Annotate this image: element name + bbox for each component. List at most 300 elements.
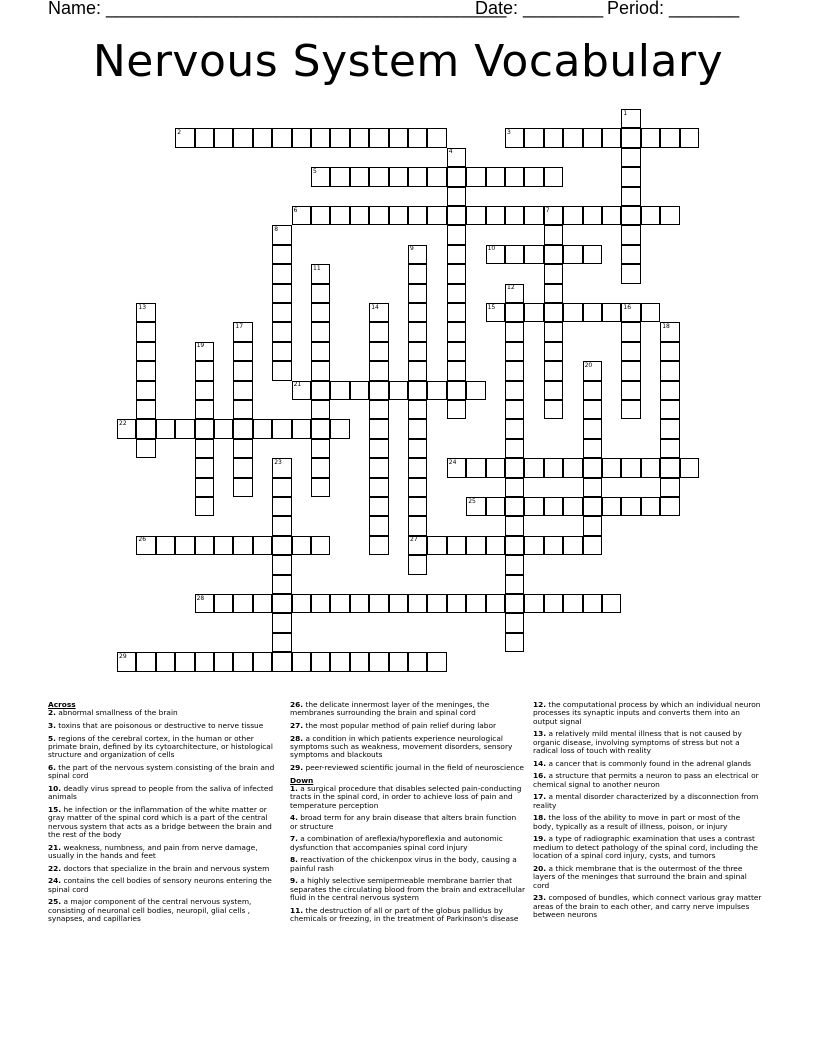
grid-cell[interactable] bbox=[621, 225, 640, 244]
grid-cell[interactable] bbox=[544, 458, 563, 477]
grid-cell[interactable] bbox=[292, 536, 311, 555]
grid-cell[interactable] bbox=[621, 187, 640, 206]
grid-cell[interactable] bbox=[311, 361, 330, 380]
grid-cell[interactable] bbox=[447, 361, 466, 380]
grid-cell[interactable] bbox=[292, 594, 311, 613]
grid-cell[interactable] bbox=[408, 516, 427, 535]
clue-text: a highly selective semipermeable membrane barrier that separates the circulating blood from the brain and extracellular fluid in the central nervous system bbox=[290, 876, 526, 903]
grid-cell[interactable] bbox=[311, 322, 330, 341]
grid-cell[interactable] bbox=[369, 361, 388, 380]
grid-cell[interactable] bbox=[214, 652, 233, 671]
grid-cell[interactable] bbox=[544, 167, 563, 186]
grid-cell[interactable] bbox=[583, 128, 602, 147]
grid-cell[interactable] bbox=[175, 652, 194, 671]
clue-text: the delicate innermost layer of the meninges, the membranes surrounding the brain and spinal cord bbox=[290, 700, 490, 718]
grid-cell[interactable] bbox=[660, 361, 679, 380]
grid-cell[interactable] bbox=[350, 381, 369, 400]
grid-cell[interactable] bbox=[136, 419, 155, 438]
grid-cell[interactable] bbox=[195, 128, 214, 147]
grid-cell[interactable] bbox=[583, 458, 602, 477]
grid-cell[interactable] bbox=[350, 128, 369, 147]
clue-number-label: 27 bbox=[410, 536, 418, 544]
grid-cell[interactable] bbox=[136, 652, 155, 671]
grid-cell[interactable] bbox=[272, 264, 291, 283]
grid-cell[interactable] bbox=[660, 342, 679, 361]
grid-cell[interactable] bbox=[466, 594, 485, 613]
grid-cell[interactable] bbox=[544, 536, 563, 555]
grid-cell[interactable] bbox=[602, 206, 621, 225]
grid-cell[interactable] bbox=[330, 652, 349, 671]
grid-cell[interactable] bbox=[583, 594, 602, 613]
grid-cell[interactable] bbox=[369, 206, 388, 225]
grid-cell[interactable] bbox=[583, 516, 602, 535]
grid-cell[interactable] bbox=[602, 497, 621, 516]
grid-cell[interactable] bbox=[447, 284, 466, 303]
grid-cell[interactable] bbox=[272, 652, 291, 671]
grid-cell[interactable] bbox=[544, 594, 563, 613]
grid-cell[interactable] bbox=[214, 594, 233, 613]
grid-cell[interactable] bbox=[195, 400, 214, 419]
grid-cell[interactable] bbox=[583, 497, 602, 516]
grid-cell[interactable] bbox=[311, 458, 330, 477]
grid-cell[interactable] bbox=[524, 206, 543, 225]
grid-cell[interactable] bbox=[311, 536, 330, 555]
grid-cell[interactable] bbox=[195, 458, 214, 477]
clue-number: 21. bbox=[48, 842, 62, 852]
grid-cell[interactable] bbox=[544, 497, 563, 516]
grid-cell[interactable] bbox=[311, 478, 330, 497]
grid-cell[interactable] bbox=[486, 536, 505, 555]
grid-cell[interactable] bbox=[408, 419, 427, 438]
grid-cell[interactable] bbox=[408, 342, 427, 361]
clue-text: broad term for any brain disease that alters brain function or structure bbox=[290, 813, 517, 831]
grid-cell[interactable] bbox=[408, 652, 427, 671]
grid-cell[interactable] bbox=[621, 128, 640, 147]
grid-cell[interactable] bbox=[563, 497, 582, 516]
grid-cell[interactable] bbox=[621, 342, 640, 361]
grid-cell[interactable] bbox=[621, 361, 640, 380]
grid-cell[interactable] bbox=[156, 652, 175, 671]
grid-cell[interactable] bbox=[369, 342, 388, 361]
grid-cell[interactable] bbox=[195, 419, 214, 438]
grid-cell[interactable] bbox=[505, 381, 524, 400]
grid-cell[interactable] bbox=[233, 458, 252, 477]
grid-cell[interactable] bbox=[195, 361, 214, 380]
grid-cell[interactable] bbox=[486, 206, 505, 225]
grid-cell[interactable] bbox=[292, 652, 311, 671]
grid-cell[interactable] bbox=[427, 652, 446, 671]
grid-cell[interactable] bbox=[505, 594, 524, 613]
grid-cell[interactable] bbox=[272, 419, 291, 438]
grid-cell[interactable] bbox=[563, 128, 582, 147]
grid-cell[interactable] bbox=[408, 497, 427, 516]
grid-cell[interactable] bbox=[408, 458, 427, 477]
clue-text: the most popular method of pain relief during labor bbox=[303, 721, 497, 730]
grid-cell[interactable] bbox=[408, 555, 427, 574]
grid-cell[interactable] bbox=[233, 652, 252, 671]
grid-cell[interactable] bbox=[621, 381, 640, 400]
grid-cell[interactable] bbox=[660, 419, 679, 438]
grid-cell[interactable] bbox=[253, 419, 272, 438]
grid-cell[interactable] bbox=[311, 594, 330, 613]
grid-cell[interactable] bbox=[660, 128, 679, 147]
grid-cell[interactable] bbox=[233, 400, 252, 419]
grid-cell[interactable] bbox=[486, 594, 505, 613]
grid-cell[interactable] bbox=[369, 419, 388, 438]
grid-cell[interactable] bbox=[486, 497, 505, 516]
across-clue bbox=[290, 722, 526, 730]
grid-cell[interactable] bbox=[369, 400, 388, 419]
grid-cell[interactable] bbox=[311, 439, 330, 458]
grid-cell[interactable] bbox=[350, 167, 369, 186]
grid-cell[interactable] bbox=[505, 536, 524, 555]
grid-cell[interactable] bbox=[427, 594, 446, 613]
grid-cell[interactable] bbox=[408, 594, 427, 613]
grid-cell[interactable] bbox=[621, 245, 640, 264]
grid-cell[interactable] bbox=[524, 497, 543, 516]
grid-cell[interactable] bbox=[680, 458, 699, 477]
period-field-label[interactable]: Period: _______ bbox=[607, 0, 740, 18]
grid-cell[interactable] bbox=[253, 128, 272, 147]
grid-cell[interactable] bbox=[311, 342, 330, 361]
grid-cell[interactable] bbox=[563, 536, 582, 555]
grid-cell[interactable] bbox=[544, 128, 563, 147]
grid-cell[interactable] bbox=[602, 594, 621, 613]
grid-cell[interactable] bbox=[272, 361, 291, 380]
grid-cell[interactable] bbox=[175, 419, 194, 438]
grid-cell[interactable] bbox=[621, 458, 640, 477]
grid-cell[interactable] bbox=[505, 613, 524, 632]
grid-cell[interactable] bbox=[195, 497, 214, 516]
grid-cell[interactable] bbox=[389, 594, 408, 613]
grid-cell[interactable] bbox=[621, 148, 640, 167]
grid-cell[interactable] bbox=[330, 594, 349, 613]
grid-cell[interactable] bbox=[505, 633, 524, 652]
grid-cell[interactable] bbox=[369, 128, 388, 147]
grid-cell[interactable] bbox=[505, 439, 524, 458]
grid-cell[interactable] bbox=[233, 128, 252, 147]
grid-cell[interactable] bbox=[330, 419, 349, 438]
grid-cell[interactable] bbox=[233, 342, 252, 361]
grid-cell[interactable] bbox=[389, 128, 408, 147]
grid-cell[interactable] bbox=[233, 536, 252, 555]
grid-cell[interactable] bbox=[136, 322, 155, 341]
grid-cell[interactable] bbox=[233, 594, 252, 613]
grid-cell[interactable] bbox=[583, 439, 602, 458]
grid-cell[interactable] bbox=[447, 594, 466, 613]
grid-cell[interactable] bbox=[408, 400, 427, 419]
grid-cell[interactable] bbox=[272, 478, 291, 497]
grid-cell[interactable] bbox=[369, 594, 388, 613]
grid-cell[interactable] bbox=[544, 400, 563, 419]
grid-cell[interactable] bbox=[311, 419, 330, 438]
grid-cell[interactable] bbox=[369, 381, 388, 400]
grid-cell[interactable] bbox=[524, 303, 543, 322]
grid-cell[interactable] bbox=[563, 458, 582, 477]
grid-cell[interactable] bbox=[253, 652, 272, 671]
grid-cell[interactable] bbox=[311, 128, 330, 147]
grid-cell[interactable] bbox=[272, 613, 291, 632]
grid-cell[interactable] bbox=[195, 478, 214, 497]
grid-cell[interactable] bbox=[136, 381, 155, 400]
grid-cell[interactable] bbox=[408, 439, 427, 458]
grid-cell[interactable] bbox=[311, 303, 330, 322]
grid-cell[interactable] bbox=[466, 458, 485, 477]
grid-cell[interactable] bbox=[583, 381, 602, 400]
grid-cell[interactable] bbox=[330, 381, 349, 400]
grid-cell[interactable] bbox=[233, 478, 252, 497]
grid-cell[interactable] bbox=[311, 381, 330, 400]
grid-cell[interactable] bbox=[195, 381, 214, 400]
grid-cell[interactable] bbox=[408, 361, 427, 380]
grid-cell[interactable] bbox=[408, 264, 427, 283]
clue-number-label: 6 bbox=[293, 206, 298, 214]
grid-cell[interactable] bbox=[311, 400, 330, 419]
grid-cell[interactable] bbox=[369, 536, 388, 555]
grid-cell[interactable] bbox=[350, 206, 369, 225]
grid-cell[interactable] bbox=[447, 322, 466, 341]
grid-cell[interactable] bbox=[602, 458, 621, 477]
grid-cell[interactable] bbox=[505, 497, 524, 516]
grid-cell[interactable] bbox=[136, 400, 155, 419]
grid-cell[interactable] bbox=[408, 322, 427, 341]
grid-cell[interactable] bbox=[195, 439, 214, 458]
grid-cell[interactable] bbox=[389, 206, 408, 225]
grid-cell[interactable] bbox=[369, 478, 388, 497]
grid-cell[interactable] bbox=[427, 381, 446, 400]
grid-cell[interactable] bbox=[233, 439, 252, 458]
grid-cell[interactable] bbox=[583, 303, 602, 322]
grid-cell[interactable] bbox=[660, 381, 679, 400]
grid-cell[interactable] bbox=[447, 264, 466, 283]
grid-cell[interactable] bbox=[311, 284, 330, 303]
grid-cell[interactable] bbox=[583, 478, 602, 497]
grid-cell[interactable] bbox=[524, 245, 543, 264]
grid-cell[interactable] bbox=[350, 594, 369, 613]
grid-cell[interactable] bbox=[621, 264, 640, 283]
grid-cell[interactable] bbox=[544, 245, 563, 264]
grid-cell[interactable] bbox=[505, 419, 524, 438]
grid-cell[interactable] bbox=[505, 342, 524, 361]
grid-cell[interactable] bbox=[505, 361, 524, 380]
grid-cell[interactable] bbox=[272, 342, 291, 361]
clue-number: 13. bbox=[533, 729, 547, 739]
grid-cell[interactable] bbox=[466, 167, 485, 186]
grid-cell[interactable] bbox=[641, 206, 660, 225]
grid-cell[interactable] bbox=[563, 594, 582, 613]
grid-cell[interactable] bbox=[466, 381, 485, 400]
grid-cell[interactable] bbox=[447, 303, 466, 322]
grid-cell[interactable] bbox=[524, 536, 543, 555]
grid-cell[interactable] bbox=[486, 167, 505, 186]
grid-cell[interactable] bbox=[408, 167, 427, 186]
grid-cell[interactable] bbox=[583, 400, 602, 419]
grid-cell[interactable] bbox=[272, 575, 291, 594]
grid-cell[interactable] bbox=[447, 342, 466, 361]
grid-cell[interactable] bbox=[427, 206, 446, 225]
grid-cell[interactable] bbox=[505, 516, 524, 535]
clue-number-label: 25 bbox=[468, 497, 476, 505]
grid-cell[interactable] bbox=[272, 497, 291, 516]
grid-cell[interactable] bbox=[447, 206, 466, 225]
grid-cell[interactable] bbox=[214, 128, 233, 147]
grid-cell[interactable] bbox=[583, 245, 602, 264]
grid-cell[interactable] bbox=[447, 381, 466, 400]
grid-cell[interactable] bbox=[563, 303, 582, 322]
grid-cell[interactable] bbox=[505, 555, 524, 574]
grid-cell[interactable] bbox=[408, 128, 427, 147]
grid-cell[interactable] bbox=[272, 322, 291, 341]
grid-cell[interactable] bbox=[195, 652, 214, 671]
grid-cell[interactable] bbox=[330, 167, 349, 186]
grid-cell[interactable] bbox=[466, 536, 485, 555]
grid-cell[interactable] bbox=[447, 225, 466, 244]
grid-cell[interactable] bbox=[660, 458, 679, 477]
grid-cell[interactable] bbox=[660, 439, 679, 458]
grid-cell[interactable] bbox=[369, 167, 388, 186]
grid-cell[interactable] bbox=[544, 284, 563, 303]
grid-cell[interactable] bbox=[214, 419, 233, 438]
grid-cell[interactable] bbox=[427, 128, 446, 147]
grid-cell[interactable] bbox=[136, 342, 155, 361]
grid-cell[interactable] bbox=[369, 652, 388, 671]
grid-cell[interactable] bbox=[621, 206, 640, 225]
grid-cell[interactable] bbox=[136, 439, 155, 458]
grid-cell[interactable] bbox=[369, 322, 388, 341]
grid-cell[interactable] bbox=[583, 536, 602, 555]
grid-cell[interactable] bbox=[602, 128, 621, 147]
grid-cell[interactable] bbox=[660, 478, 679, 497]
grid-cell[interactable] bbox=[427, 536, 446, 555]
grid-cell[interactable] bbox=[544, 342, 563, 361]
grid-cell[interactable] bbox=[544, 381, 563, 400]
grid-cell[interactable] bbox=[369, 497, 388, 516]
grid-cell[interactable] bbox=[408, 381, 427, 400]
grid-cell[interactable] bbox=[544, 361, 563, 380]
grid-cell[interactable] bbox=[505, 458, 524, 477]
grid-cell[interactable] bbox=[447, 400, 466, 419]
grid-cell[interactable] bbox=[621, 167, 640, 186]
grid-cell[interactable] bbox=[660, 497, 679, 516]
grid-cell[interactable] bbox=[563, 245, 582, 264]
grid-cell[interactable] bbox=[621, 497, 640, 516]
grid-cell[interactable] bbox=[505, 245, 524, 264]
across-heading: Across bbox=[48, 700, 76, 709]
grid-cell[interactable] bbox=[369, 458, 388, 477]
grid-cell[interactable] bbox=[156, 536, 175, 555]
grid-cell[interactable] bbox=[330, 128, 349, 147]
grid-cell[interactable] bbox=[369, 516, 388, 535]
grid-cell[interactable] bbox=[447, 536, 466, 555]
grid-cell[interactable] bbox=[447, 167, 466, 186]
grid-cell[interactable] bbox=[505, 575, 524, 594]
name-field-label[interactable]: Name: ________________________________________ bbox=[48, 0, 507, 18]
grid-cell[interactable] bbox=[292, 128, 311, 147]
grid-cell[interactable] bbox=[447, 187, 466, 206]
grid-cell[interactable] bbox=[350, 652, 369, 671]
grid-cell[interactable] bbox=[175, 536, 194, 555]
grid-cell[interactable] bbox=[641, 303, 660, 322]
grid-cell[interactable] bbox=[272, 128, 291, 147]
grid-cell[interactable] bbox=[641, 497, 660, 516]
grid-cell[interactable] bbox=[272, 245, 291, 264]
grid-cell[interactable] bbox=[524, 128, 543, 147]
grid-cell[interactable] bbox=[253, 594, 272, 613]
grid-cell[interactable] bbox=[563, 206, 582, 225]
date-field-label[interactable]: Date: ________ bbox=[475, 0, 604, 18]
grid-cell[interactable] bbox=[583, 419, 602, 438]
grid-cell[interactable] bbox=[214, 536, 233, 555]
grid-cell[interactable] bbox=[621, 322, 640, 341]
grid-cell[interactable] bbox=[660, 400, 679, 419]
grid-cell[interactable] bbox=[272, 633, 291, 652]
grid-cell[interactable] bbox=[272, 303, 291, 322]
grid-cell[interactable] bbox=[486, 458, 505, 477]
grid-cell[interactable] bbox=[427, 167, 446, 186]
grid-cell[interactable] bbox=[524, 167, 543, 186]
grid-cell[interactable] bbox=[583, 206, 602, 225]
grid-cell[interactable] bbox=[389, 167, 408, 186]
grid-cell[interactable] bbox=[330, 206, 349, 225]
grid-cell[interactable] bbox=[369, 439, 388, 458]
grid-cell[interactable] bbox=[408, 206, 427, 225]
grid-cell[interactable] bbox=[641, 458, 660, 477]
clue-number: 6. bbox=[48, 763, 56, 772]
grid-cell[interactable] bbox=[389, 652, 408, 671]
grid-cell[interactable] bbox=[233, 361, 252, 380]
grid-cell[interactable] bbox=[524, 594, 543, 613]
grid-cell[interactable] bbox=[544, 303, 563, 322]
grid-cell[interactable] bbox=[311, 652, 330, 671]
grid-cell[interactable] bbox=[660, 206, 679, 225]
grid-cell[interactable] bbox=[136, 361, 155, 380]
grid-cell[interactable] bbox=[544, 322, 563, 341]
grid-cell[interactable] bbox=[447, 245, 466, 264]
grid-cell[interactable] bbox=[272, 284, 291, 303]
grid-cell[interactable] bbox=[233, 381, 252, 400]
grid-cell[interactable] bbox=[253, 536, 272, 555]
grid-cell[interactable] bbox=[680, 128, 699, 147]
grid-cell[interactable] bbox=[544, 264, 563, 283]
grid-cell[interactable] bbox=[408, 284, 427, 303]
grid-cell[interactable] bbox=[544, 225, 563, 244]
clue-number-label: 28 bbox=[196, 594, 205, 602]
grid-cell[interactable] bbox=[505, 478, 524, 497]
grid-cell[interactable] bbox=[408, 478, 427, 497]
grid-cell[interactable] bbox=[505, 167, 524, 186]
grid-cell[interactable] bbox=[272, 536, 291, 555]
grid-cell[interactable] bbox=[505, 303, 524, 322]
grid-cell[interactable] bbox=[389, 381, 408, 400]
grid-cell[interactable] bbox=[505, 206, 524, 225]
grid-cell[interactable] bbox=[272, 555, 291, 574]
grid-cell[interactable] bbox=[408, 303, 427, 322]
grid-cell[interactable] bbox=[272, 516, 291, 535]
grid-cell[interactable] bbox=[311, 206, 330, 225]
grid-cell[interactable] bbox=[272, 594, 291, 613]
grid-cell[interactable] bbox=[466, 206, 485, 225]
grid-cell[interactable] bbox=[156, 419, 175, 438]
grid-cell[interactable] bbox=[524, 458, 543, 477]
grid-cell[interactable] bbox=[621, 400, 640, 419]
grid-cell[interactable] bbox=[505, 322, 524, 341]
grid-cell[interactable] bbox=[602, 303, 621, 322]
grid-cell[interactable] bbox=[641, 128, 660, 147]
grid-cell[interactable] bbox=[195, 536, 214, 555]
grid-cell[interactable] bbox=[292, 419, 311, 438]
grid-cell[interactable] bbox=[233, 419, 252, 438]
grid-cell[interactable] bbox=[505, 400, 524, 419]
